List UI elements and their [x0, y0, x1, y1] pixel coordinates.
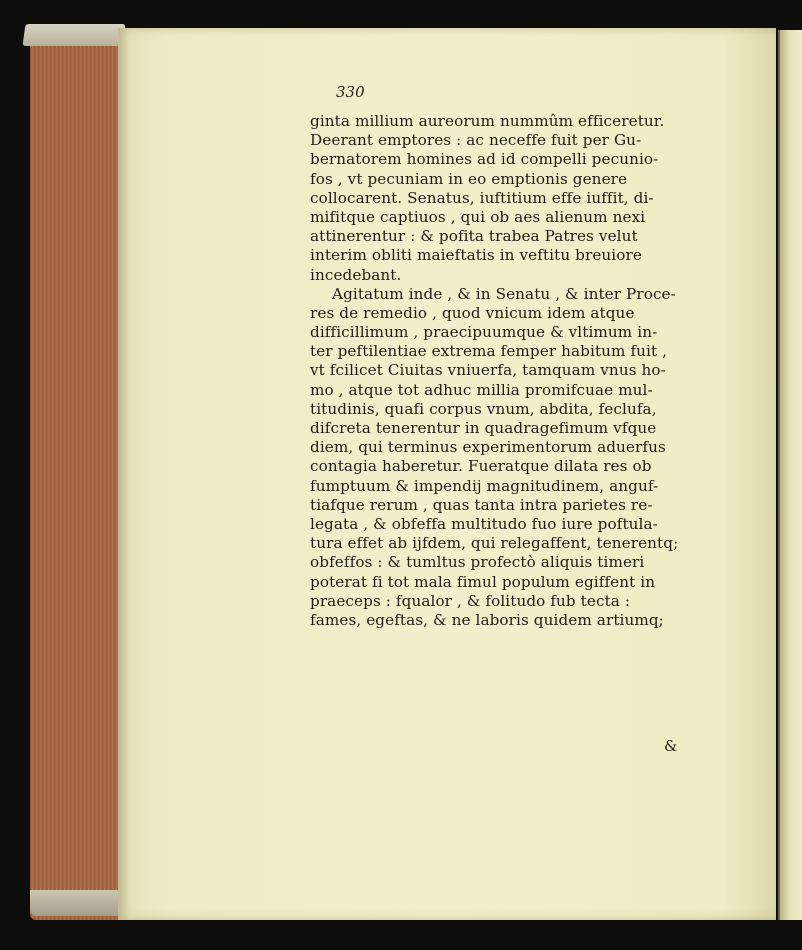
text-line: fumptuum & impendij magnitudinem, anguf-	[310, 476, 659, 495]
text-line: poterat fi tot mala fimul populum egiffent in	[310, 572, 656, 591]
page-block-bottom	[30, 890, 124, 916]
text-line: res de remedio , quod vnicum idem atque	[310, 303, 635, 322]
text-line: ginta millium aureorum nummûm efficeretur.	[310, 112, 665, 130]
text-line: praeceps : fqualor , & folitudo fub tecta :	[310, 591, 631, 610]
text-line: tiafque rerum , quas tanta intra parietes re-	[310, 495, 653, 514]
text-line: diem, qui terminus experimentorum aduerfus	[310, 438, 666, 457]
text-line: mifitque captiuos , qui ob aes alienum nexi	[310, 207, 646, 226]
text-line: ter peftilentiae extrema femper habitum fuit ,	[310, 342, 668, 361]
text-line: contagia haberetur. Fueratque dilata res ob	[310, 457, 652, 476]
text-line: mo , atque tot adhuc millia promifcuae mul-	[310, 380, 653, 399]
text-line: tura effet ab ijfdem, qui relegaffent, tenerentq;	[310, 534, 679, 553]
body-text	[310, 112, 720, 630]
catchword: &	[664, 737, 678, 755]
page-block-top	[22, 24, 125, 46]
text-line: fames, egeftas, & ne laboris quidem artiumq;	[310, 610, 664, 629]
text-line: legata , & obfeffa multitudo fuo iure poftula-	[310, 514, 658, 533]
text-line: incedebant.	[310, 265, 402, 284]
facing-page-edge	[778, 30, 802, 920]
text-line: fos , vt pecuniam in eo emptionis genere	[310, 169, 628, 188]
text-line: bernatorem homines ad id compelli pecunio-	[310, 150, 659, 169]
text-line: Deerant emptores : ac neceffe fuit per Gu-	[310, 131, 642, 150]
text-line: collocarent. Senatus, iuftitium effe iuffit, di-	[310, 188, 654, 207]
text-line: attinerentur : & pofita trabea Patres velut	[310, 227, 638, 246]
page-number: 330	[336, 83, 365, 101]
text-line: obfeffos : & tumltus profectò aliquis timeri	[310, 553, 645, 572]
page-fore-edge	[30, 30, 122, 920]
text-line: difcreta tenerentur in quadragefimum vfque	[310, 419, 657, 437]
text-line: vt fcilicet Ciuitas vniuerfa, tamquam vnus ho-	[310, 361, 666, 380]
text-line: titudinis, quafi corpus vnum, abdita, feclufa,	[310, 399, 657, 418]
text-line: Agitatum inde , & in Senatu , & inter Proce-	[332, 284, 676, 303]
text-line: interim obliti maieftatis in veftitu breuiore	[310, 246, 642, 265]
text-line: difficillimum , praecipuumque & vltimum in-	[310, 323, 658, 342]
